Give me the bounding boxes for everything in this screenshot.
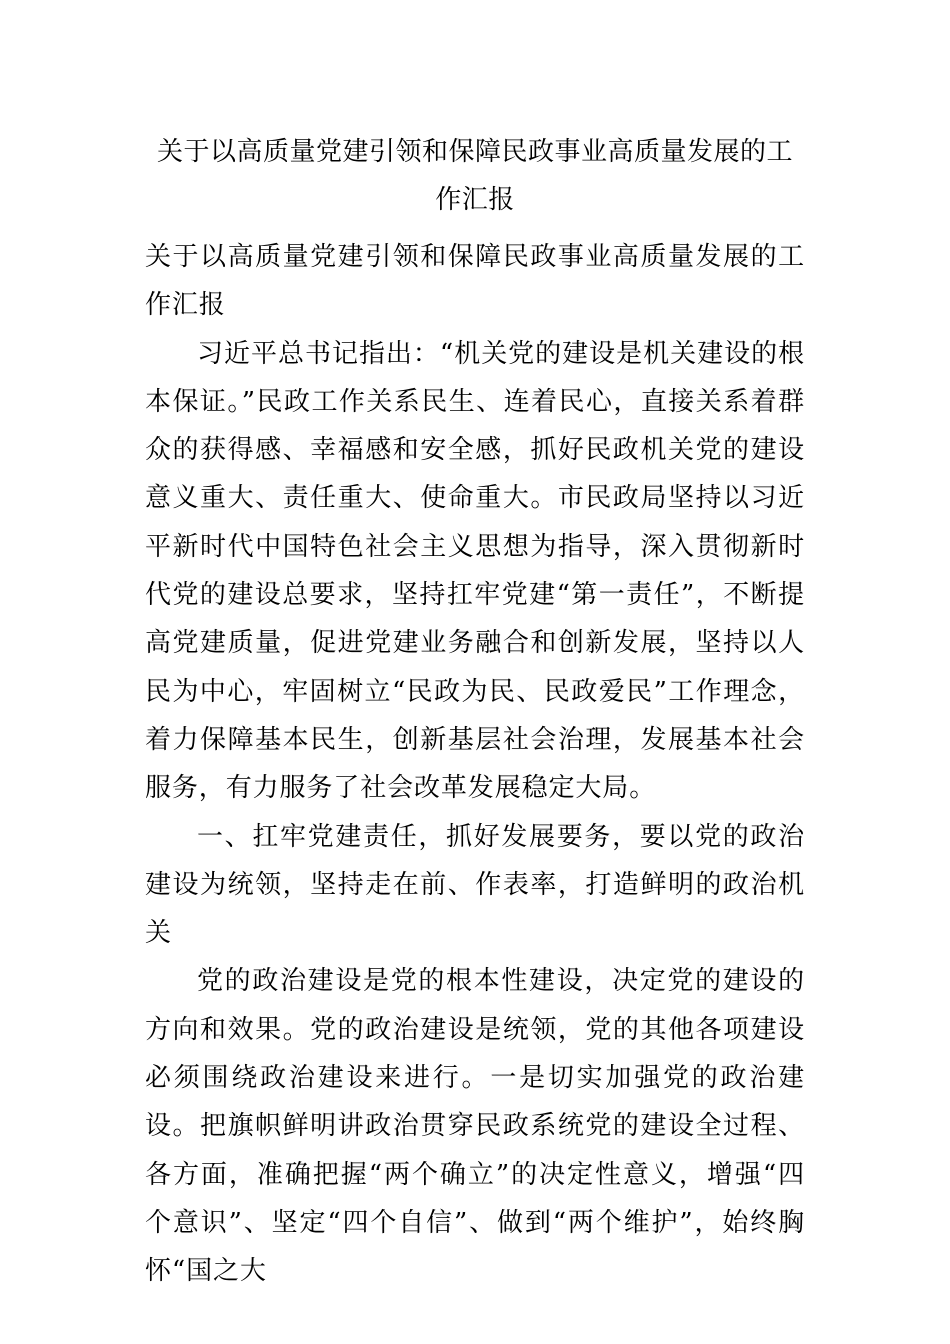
intro-paragraph: 习近平总书记指出：“机关党的建设是机关建设的根本保证。”民政工作关系民生、连着民心，直接关系着群众的获得感、幸福感和安全感，抓好民政机关党的建设意义重大、责任重大、使命重大。市民政局坚持以习近平新时代中国特色社会主义思想为指导，深入贯彻新时代党的建设总要求，坚持扛牢党建“第一责任”，不断提高党建质量，促进党建业务融合和创新发展，坚持以人民为中心，牢固树立“民政为民、民政爱民”工作理念，着力保障基本民生，创新基层社会治理，发展基本社会服务，有力服务了社会改革发展稳定大局。 xyxy=(145,338,805,804)
repeated-title-paragraph: 关于以高质量党建引领和保障民政事业高质量发展的工作汇报 xyxy=(145,242,805,321)
section-heading-1: 一、扛牢党建责任，抓好发展要务，要以党的政治建设为统领，坚持走在前、作表率，打造鲜明的政治机关 xyxy=(145,821,805,949)
section-1-paragraph: 党的政治建设是党的根本性建设，决定党的建设的方向和效果。党的政治建设是统领，党的其他各项建设必须围绕政治建设来进行。一是切实加强党的政治建设。把旗帜鲜明讲政治贯穿民政系统党的建设全过程、各方面，准确把握“两个确立”的决定性意义，增强“四个意识”、坚定“四个自信”、做到“两个维护”，始终胸怀“国之大 xyxy=(145,966,805,1287)
document-body xyxy=(145,233,805,1296)
document-title: 关于以高质量党建引领和保障民政事业高质量发展的工作汇报 xyxy=(156,137,793,215)
